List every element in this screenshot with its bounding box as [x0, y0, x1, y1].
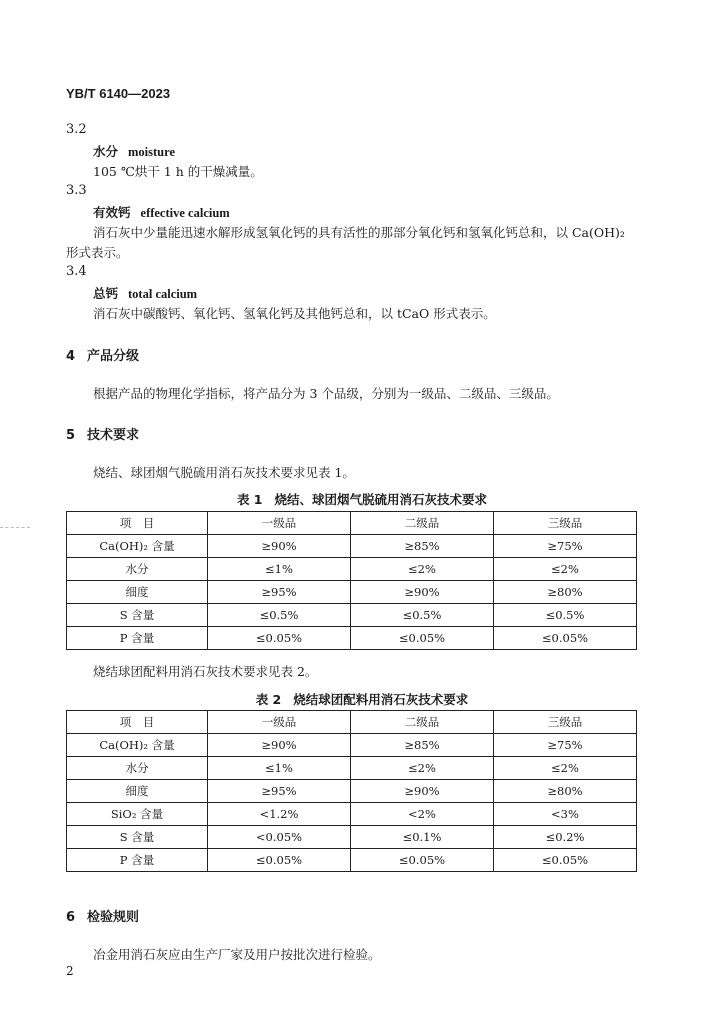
table-cell: Ca(OH)₂ 含量 [67, 535, 208, 558]
column-header: 一级品 [208, 512, 351, 535]
column-header: 二级品 [351, 512, 494, 535]
table-cell: ≤0.5% [208, 604, 351, 627]
spec-table-2 [66, 710, 637, 872]
table-header-row [67, 711, 637, 734]
term-heading [93, 142, 175, 160]
section-heading [66, 906, 139, 925]
table-cell: 水分 [67, 757, 208, 780]
term-definition: 消石灰中碳酸钙、氧化钙、氢氧化钙及其他钙总和，以 tCaO 形式表示。 [93, 306, 496, 321]
table-caption [0, 490, 724, 508]
table-cell: Ca(OH)₂ 含量 [67, 734, 208, 757]
column-header: 三级品 [494, 711, 637, 734]
table-cell: ≤0.5% [351, 604, 494, 627]
table-cell: ≤2% [494, 757, 637, 780]
section-number: 4 [66, 349, 76, 364]
table-cell: ≥80% [494, 581, 637, 604]
page-number: 2 [66, 964, 74, 978]
table-label: 表 1 [236, 492, 263, 507]
section-number: 5 [66, 428, 76, 443]
table-cell: ≤1% [208, 558, 351, 581]
term-definition: 105 ℃烘干 1 h 的干燥减量。 [93, 164, 263, 179]
table-cell: ≤0.05% [494, 627, 637, 650]
table-cell: ≤0.05% [208, 849, 351, 872]
table-cell: ≤2% [494, 558, 637, 581]
table-cell: ≥80% [494, 780, 637, 803]
table-cell: P 含量 [67, 849, 208, 872]
term-en: total calcium [128, 287, 198, 301]
table-cell: ≥95% [208, 581, 351, 604]
section-number: 6 [66, 910, 76, 925]
standard-code: YB/T 6140—2023 [66, 86, 171, 101]
table-cell: ≥90% [351, 780, 494, 803]
table-cell: ≤0.05% [351, 627, 494, 650]
table-cell: ≥75% [494, 535, 637, 558]
table-cell: ≥75% [494, 734, 637, 757]
term-zh: 总钙 [93, 286, 119, 301]
table-row [67, 581, 637, 604]
table-cell: ≥90% [208, 734, 351, 757]
table-cell: ≤2% [351, 757, 494, 780]
section-paragraph: 烧结球团配料用消石灰技术要求见表 2。 [93, 664, 318, 679]
table-cell: SiO₂ 含量 [67, 803, 208, 826]
table-row [67, 757, 637, 780]
term-heading [93, 284, 197, 302]
section-title: 产品分级 [87, 349, 140, 364]
term-en: effective calcium [140, 206, 230, 220]
table-row [67, 604, 637, 627]
section-paragraph: 烧结、球团烟气脱硫用消石灰技术要求见表 1。 [93, 465, 355, 480]
table-cell: ≥85% [351, 535, 494, 558]
margin-mark [0, 527, 30, 528]
term-heading [93, 203, 230, 221]
section-title: 技术要求 [87, 428, 140, 443]
section-paragraph: 冶金用消石灰应由生产厂家及用户按批次进行检验。 [93, 947, 381, 962]
table-label: 表 2 [255, 692, 282, 707]
table-cell: ≤0.2% [494, 826, 637, 849]
table-cell: ≤0.05% [494, 849, 637, 872]
table-cell: <2% [351, 803, 494, 826]
table-row [67, 734, 637, 757]
section-heading [66, 424, 139, 443]
term-en: moisture [128, 145, 176, 159]
table-cell: ≤0.05% [208, 627, 351, 650]
table-row [67, 849, 637, 872]
term-zh: 水分 [93, 144, 119, 159]
table-cell: ≤2% [351, 558, 494, 581]
table-cell: ≥90% [351, 581, 494, 604]
table-row [67, 780, 637, 803]
table-cell: <3% [494, 803, 637, 826]
table-title: 烧结、球团烟气脱硫用消石灰技术要求 [274, 492, 488, 507]
column-header: 一级品 [208, 711, 351, 734]
clause-number: 3.3 [66, 183, 87, 198]
term-zh: 有效钙 [93, 205, 131, 220]
table-cell: ≥95% [208, 780, 351, 803]
clause-number: 3.4 [66, 264, 87, 279]
table-cell: ≥85% [351, 734, 494, 757]
table-cell: ≤0.5% [494, 604, 637, 627]
section-paragraph: 根据产品的物理化学指标，将产品分为 3 个品级，分别为一级品、二级品、三级品。 [93, 386, 559, 401]
table-title: 烧结球团配料用消石灰技术要求 [293, 692, 469, 707]
table-row [67, 803, 637, 826]
table-cell: P 含量 [67, 627, 208, 650]
table-cell: <1.2% [208, 803, 351, 826]
table-cell: 水分 [67, 558, 208, 581]
section-title: 检验规则 [87, 910, 140, 925]
table-row [67, 558, 637, 581]
table-cell: S 含量 [67, 604, 208, 627]
table-cell: ≤0.1% [351, 826, 494, 849]
table-cell: 细度 [67, 780, 208, 803]
table-cell: ≤1% [208, 757, 351, 780]
column-header: 二级品 [351, 711, 494, 734]
table-header-row [67, 512, 637, 535]
spec-table-1 [66, 511, 637, 650]
table-cell: ≤0.05% [351, 849, 494, 872]
table-row [67, 627, 637, 650]
table-cell: ≥90% [208, 535, 351, 558]
column-header: 项 目 [67, 711, 208, 734]
table-row [67, 826, 637, 849]
table-cell: <0.05% [208, 826, 351, 849]
term-definition: 消石灰中少量能迅速水解形成氢氧化钙的具有活性的那部分氧化钙和氢氧化钙总和，以 Ca(OH)₂ [93, 225, 625, 240]
table-caption [0, 690, 724, 708]
column-header: 三级品 [494, 512, 637, 535]
section-heading [66, 345, 139, 364]
clause-number: 3.2 [66, 122, 87, 137]
column-header: 项 目 [67, 512, 208, 535]
table-cell: S 含量 [67, 826, 208, 849]
term-definition-continued: 形式表示。 [66, 245, 129, 260]
table-cell: 细度 [67, 581, 208, 604]
table-row [67, 535, 637, 558]
